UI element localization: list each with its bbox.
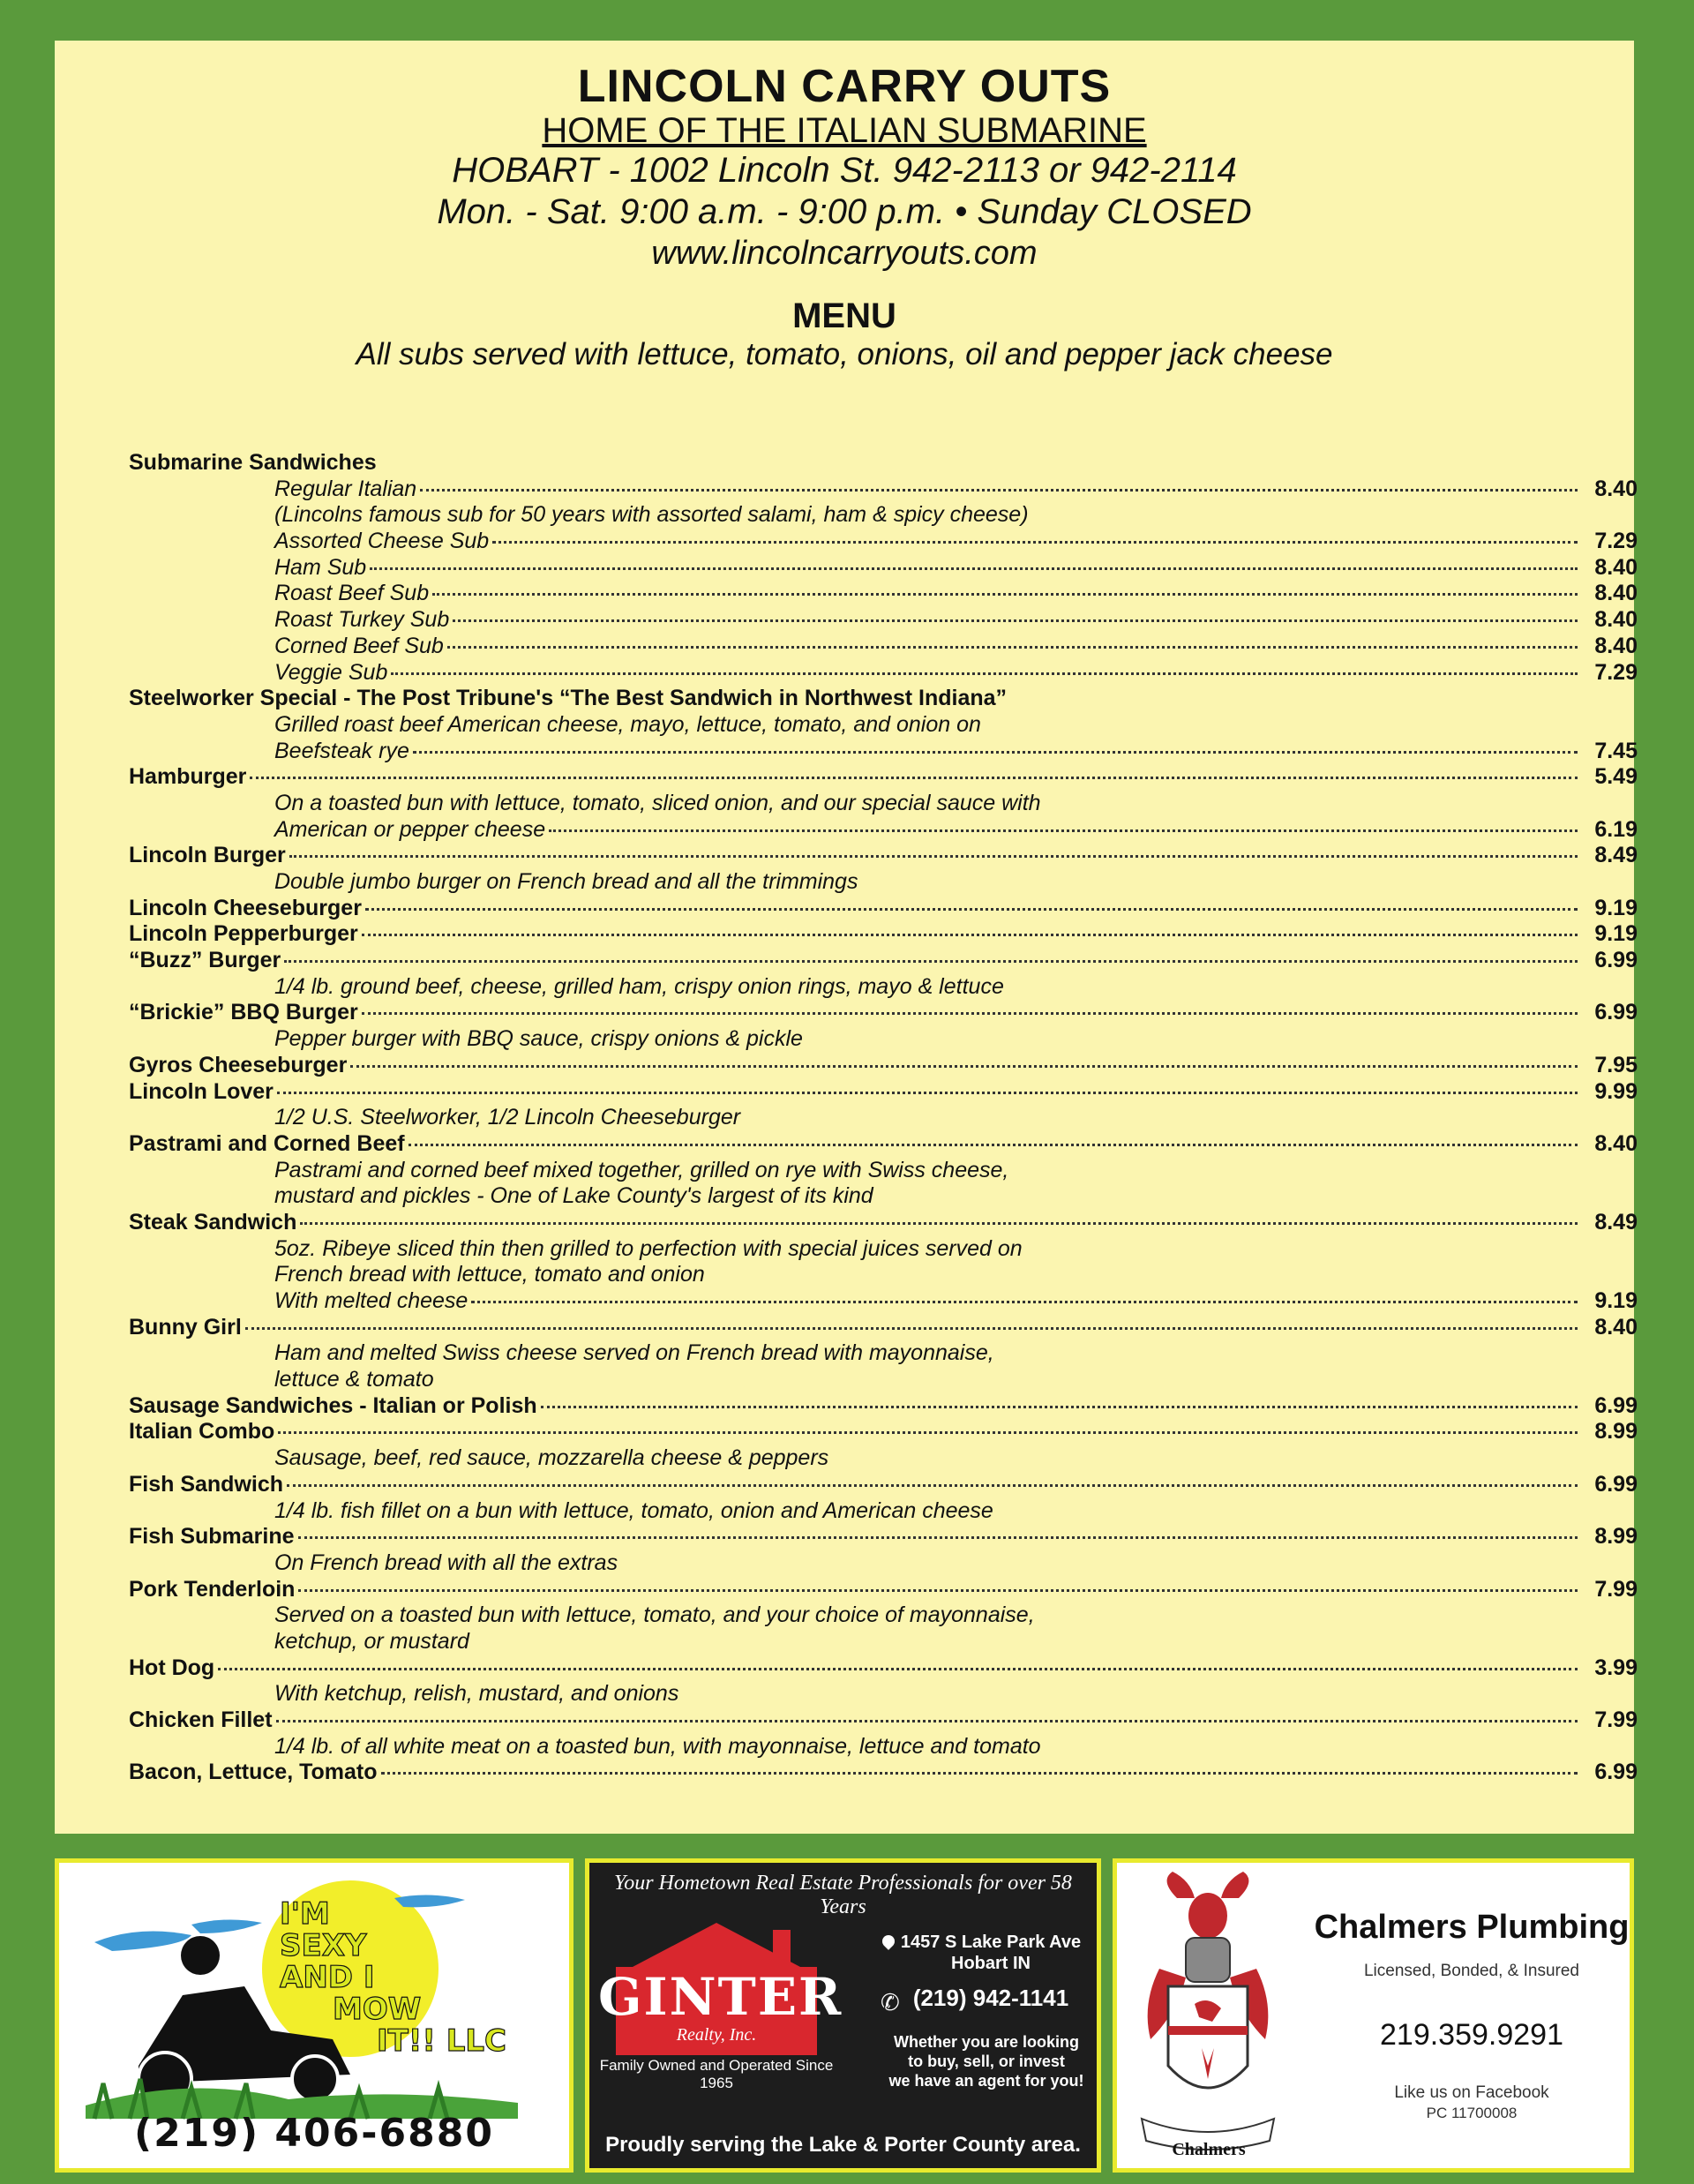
menu-item-name: Veggie Sub	[274, 659, 388, 685]
menu-item-price: 8.40	[1594, 633, 1638, 658]
menu-item-name: Steak Sandwich	[129, 1209, 297, 1235]
menu-item	[129, 1472, 1638, 1498]
menu-item-description	[129, 1498, 1638, 1525]
menu-item-description	[129, 1026, 1638, 1053]
menu-item-name: On a toasted bun with lettuce, tomato, sliced onion, and our special sauce with	[274, 790, 1041, 815]
menu-item-name: Lincoln Burger	[129, 843, 286, 868]
menu-item-name: Roast Beef Sub	[274, 581, 430, 606]
menu-item	[129, 1000, 1638, 1026]
menu-item-description	[129, 1262, 1638, 1288]
mow-line-5: IT!! LLC	[377, 2023, 506, 2059]
menu-item-name: mustard and pickles - One of Lake County's largest of its kind	[274, 1183, 873, 1209]
dot-leader	[362, 934, 1578, 936]
menu-item-description	[129, 791, 1638, 817]
menu-panel	[55, 41, 1638, 1834]
menu-item-description	[129, 1629, 1638, 1655]
menu-item-name: Grilled roast beef American cheese, mayo, lettuce, tomato, and onion on	[274, 711, 981, 737]
menu-item	[129, 948, 1638, 974]
menu-item-name: ketchup, or mustard	[274, 1628, 469, 1654]
mow-line-4: MOW	[333, 1992, 422, 2027]
dot-leader	[432, 593, 1578, 596]
menu-item-name: Ham and melted Swiss cheese served on French bread with mayonnaise,	[274, 1340, 994, 1366]
menu-item	[129, 1655, 1638, 1682]
menu-item-price: 9.19	[1594, 921, 1638, 947]
menu-item	[129, 450, 1638, 477]
menu-item-name: Corned Beef Sub	[274, 633, 444, 658]
menu-item	[129, 921, 1638, 948]
menu-item-description	[129, 1734, 1638, 1760]
menu-item-price: 7.95	[1594, 1052, 1638, 1077]
menu-item-name: Sausage, beef, red sauce, mozzarella cheese & peppers	[274, 1445, 829, 1471]
restaurant-name: LINCOLN CARRY OUTS	[577, 61, 1112, 112]
menu-item-price: 8.40	[1594, 607, 1638, 633]
dot-leader	[471, 1301, 1578, 1303]
menu-item	[129, 1524, 1638, 1550]
chalmers-licensed: Licensed, Bonded, & Insured	[1363, 1962, 1579, 1980]
menu-item-name: Fish Submarine	[129, 1524, 295, 1550]
menu-item-price: 9.19	[1594, 895, 1638, 920]
menu-item-name: Pastrami and Corned Beef	[129, 1130, 405, 1156]
ginter-tagline: Your Hometown Real Estate Professionals for over 58 Years	[614, 1872, 1072, 1918]
menu-item-description	[129, 502, 1638, 529]
menu-item-price: 3.99	[1594, 1655, 1638, 1680]
mow-phone: (219) 406-6880	[134, 2111, 494, 2156]
menu-item	[129, 1131, 1638, 1158]
menu-item-name: Served on a toasted bun with lettuce, tomato, and your choice of mayonnaise,	[274, 1602, 1035, 1628]
menu-item-price: 7.29	[1594, 659, 1638, 685]
menu-item-price: 7.99	[1594, 1707, 1638, 1732]
menu-item	[129, 1053, 1638, 1079]
menu-item-price: 6.99	[1594, 948, 1638, 973]
menu-item	[129, 817, 1638, 844]
ginter-name: GINTER	[598, 1967, 843, 2027]
menu-item-name: Lincoln Lover	[129, 1078, 274, 1104]
dot-leader	[284, 960, 1578, 963]
menu-item-name: Lincoln Pepperburger	[129, 921, 358, 947]
ginter-phone: (219) 942-1141	[912, 1985, 1069, 2011]
ginter-family: Family Owned and Operated Since 1965	[599, 2057, 834, 2091]
menu-item-name: American or pepper cheese	[274, 816, 546, 842]
menu-item-price: 8.40	[1594, 581, 1638, 606]
menu-item	[129, 1315, 1638, 1341]
dot-leader	[287, 1484, 1578, 1487]
menu-item-name: Fish Sandwich	[129, 1471, 284, 1497]
menu-item	[129, 581, 1638, 607]
menu-item-description	[129, 1681, 1638, 1707]
mow-ad	[55, 1858, 573, 2173]
dot-leader	[453, 619, 1578, 622]
menu-item-name: lettuce & tomato	[274, 1367, 434, 1392]
chalmers-name: Chalmers Plumbing	[1314, 1909, 1630, 1946]
menu-item-name: French bread with lettuce, tomato and onion	[274, 1262, 705, 1287]
menu-item	[129, 477, 1638, 503]
menu-item-name: “Buzz” Burger	[129, 948, 281, 973]
menu-item-description	[129, 712, 1638, 739]
menu-item-name: 5oz. Ribeye sliced thin then grilled to perfection with special juices served on	[274, 1235, 1023, 1261]
dot-leader	[277, 1092, 1578, 1094]
menu-item-price: 7.29	[1594, 529, 1638, 554]
menu-item-name: 1/4 lb. of all white meat on a toasted bun, with mayonnaise, lettuce and tomato	[274, 1733, 1041, 1759]
menu-item-name: Lincoln Cheeseburger	[129, 895, 362, 920]
menu-item-price: 9.19	[1594, 1288, 1638, 1313]
menu-item-name: Pork Tenderloin	[129, 1576, 296, 1602]
menu-item-description	[129, 1158, 1638, 1184]
menu-item-name: Steelworker Special - The Post Tribune's “The Best Sandwich in Northwest Indiana”	[129, 686, 1008, 711]
menu-item-name: Hot Dog	[129, 1655, 215, 1680]
ginter-ad	[585, 1858, 1101, 2173]
mow-line-2: SEXY	[280, 1928, 367, 1963]
menu-item-name: Sausage Sandwiches - Italian or Polish	[129, 1392, 537, 1418]
menu-item-price: 7.99	[1594, 1576, 1638, 1602]
menu-item-name: Ham Sub	[274, 554, 367, 580]
mow-slogan	[280, 1898, 509, 2057]
menu-note: All subs served with lettuce, tomato, onions, oil and pepper jack cheese	[356, 337, 1333, 372]
dot-leader	[420, 489, 1578, 492]
menu-item-description	[129, 1367, 1638, 1393]
menu-item	[129, 1577, 1638, 1603]
restaurant-address: HOBART - 1002 Lincoln St. 942-2113 or 942-2114	[452, 151, 1237, 190]
menu-items-list	[129, 450, 1638, 1786]
ginter-pitch	[872, 2032, 1101, 2090]
dot-leader	[370, 567, 1578, 570]
menu-item-price: 6.99	[1594, 1760, 1638, 1785]
menu-item-name: (Lincolns famous sub for 50 years with assorted salami, ham & spicy cheese)	[274, 502, 1029, 528]
menu-item	[129, 686, 1638, 712]
menu-item-price: 5.49	[1594, 764, 1638, 790]
mow-line-3: AND I	[280, 1960, 375, 1995]
menu-item-name: With melted cheese	[274, 1288, 468, 1313]
menu-item-price: 6.99	[1594, 1392, 1638, 1418]
crest-label: Chalmers	[1172, 2140, 1246, 2159]
menu-item-name: 1/2 U.S. Steelworker, 1/2 Lincoln Cheeseburger	[274, 1105, 741, 1130]
dot-leader	[362, 1012, 1578, 1015]
ginter-address-line-1: 1457 S Lake Park Ave	[900, 1933, 1082, 1952]
menu-item	[129, 764, 1638, 791]
menu-item-name: “Brickie” BBQ Burger	[129, 1000, 358, 1025]
dot-leader	[541, 1406, 1578, 1408]
menu-item-description	[129, 1183, 1638, 1210]
menu-item-name: Beefsteak rye	[274, 738, 409, 763]
menu-item-name: Pepper burger with BBQ sauce, crispy onions & pickle	[274, 1026, 803, 1052]
menu-item	[129, 739, 1638, 765]
ginter-address	[889, 1932, 1092, 1974]
menu-item-description	[129, 1340, 1638, 1367]
menu-item	[129, 529, 1638, 555]
menu-item	[129, 634, 1638, 660]
dot-leader	[289, 855, 1578, 858]
phone-icon: ✆	[881, 1989, 900, 2015]
menu-item-description	[129, 1550, 1638, 1577]
dot-leader	[298, 1589, 1578, 1592]
menu-item	[129, 1210, 1638, 1236]
restaurant-tagline: HOME OF THE ITALIAN SUBMARINE	[542, 111, 1147, 150]
ginter-service-area: Proudly serving the Lake & Porter County area.	[605, 2133, 1081, 2157]
menu-item-description	[129, 1105, 1638, 1131]
dot-leader	[492, 541, 1578, 544]
menu-item	[129, 843, 1638, 869]
menu-item-price: 6.99	[1594, 1000, 1638, 1025]
menu-item-name: On French bread with all the extras	[274, 1550, 618, 1575]
menu-item	[129, 1288, 1638, 1315]
restaurant-hours: Mon. - Sat. 9:00 a.m. - 9:00 p.m. • Sunday CLOSED	[437, 192, 1252, 231]
menu-item-name: Chicken Fillet	[129, 1707, 273, 1732]
restaurant-website: www.lincolncarryouts.com	[651, 235, 1038, 272]
menu-item	[129, 896, 1638, 922]
menu-item-name: Submarine Sandwiches	[129, 450, 377, 475]
menu-item-name: Roast Turkey Sub	[274, 607, 450, 633]
menu-item-price: 6.99	[1594, 1471, 1638, 1497]
menu-item-price: 8.49	[1594, 843, 1638, 868]
menu-item-name: Assorted Cheese Sub	[274, 529, 490, 554]
menu-item-price: 8.49	[1594, 1209, 1638, 1235]
menu-item-name: Bacon, Lettuce, Tomato	[129, 1760, 378, 1785]
menu-item-description	[129, 869, 1638, 896]
menu-item-name: Italian Combo	[129, 1419, 275, 1445]
mow-line-1: I'M	[280, 1896, 330, 1932]
menu-item	[129, 660, 1638, 687]
menu-item-description	[129, 1602, 1638, 1629]
ginter-pitch-line-1: Whether you are looking	[893, 2033, 1080, 2051]
menu-item-price: 8.40	[1594, 476, 1638, 501]
menu-item-name: Double jumbo burger on French bread and all the trimmings	[274, 869, 858, 894]
dot-leader	[245, 1327, 1578, 1330]
ads-row	[55, 1858, 1634, 2173]
ginter-pitch-line-3: we have an agent for you!	[888, 2072, 1084, 2090]
dot-leader	[447, 646, 1578, 649]
dot-leader	[298, 1536, 1578, 1539]
menu-item-name: Regular Italian	[274, 476, 417, 501]
menu-item-price: 8.99	[1594, 1419, 1638, 1445]
dot-leader	[300, 1222, 1578, 1225]
dot-leader	[549, 829, 1578, 832]
menu-item	[129, 1707, 1638, 1734]
menu-item-description	[129, 1236, 1638, 1263]
dot-leader	[250, 777, 1578, 779]
dot-leader	[381, 1772, 1578, 1775]
dot-leader	[391, 672, 1578, 675]
menu-item	[129, 1393, 1638, 1420]
ginter-pitch-line-2: to buy, sell, or invest	[908, 2053, 1065, 2070]
coat-of-arms-icon	[1124, 1863, 1309, 2168]
ginter-address-line-2: Hobart IN	[951, 1954, 1031, 1973]
dot-leader	[218, 1668, 1578, 1670]
menu-item-name: Pastrami and corned beef mixed together, grilled on rye with Swiss cheese,	[274, 1157, 1009, 1182]
dot-leader	[365, 908, 1578, 911]
menu-item-description	[129, 1445, 1638, 1472]
dot-leader	[409, 1144, 1578, 1146]
menu-item-name: Gyros Cheeseburger	[129, 1052, 348, 1077]
menu-item-description	[129, 974, 1638, 1001]
chalmers-license-number: PC 11700008	[1426, 2105, 1518, 2121]
menu-item-name: 1/4 lb. fish fillet on a bun with lettuce, tomato, onion and American cheese	[274, 1497, 993, 1523]
menu-item-price: 9.99	[1594, 1078, 1638, 1104]
menu-item-price: 8.40	[1594, 1314, 1638, 1340]
menu-item	[129, 607, 1638, 634]
dot-leader	[413, 751, 1578, 754]
ginter-realty: Realty, Inc.	[676, 2025, 757, 2045]
menu-item-price: 8.99	[1594, 1524, 1638, 1550]
menu-item-name: With ketchup, relish, mustard, and onions	[274, 1681, 679, 1707]
chalmers-ad	[1113, 1858, 1634, 2173]
dot-leader	[276, 1720, 1578, 1722]
menu-item	[129, 1079, 1638, 1106]
menu-item-name: Bunny Girl	[129, 1314, 242, 1340]
chalmers-phone: 219.359.9291	[1380, 2018, 1563, 2052]
menu-item	[129, 1760, 1638, 1786]
menu-heading: MENU	[792, 296, 896, 335]
dot-leader	[278, 1431, 1578, 1434]
menu-item-name: Hamburger	[129, 764, 247, 790]
menu-item-price: 8.40	[1594, 554, 1638, 580]
menu-item-name: 1/4 lb. ground beef, cheese, grilled ham, crispy onion rings, mayo & lettuce	[274, 973, 1004, 999]
menu-item-price: 6.19	[1594, 816, 1638, 842]
menu-item-price: 7.45	[1594, 738, 1638, 763]
menu-item-price: 8.40	[1594, 1130, 1638, 1156]
chalmers-facebook: Like us on Facebook	[1394, 2083, 1549, 2102]
menu-item	[129, 555, 1638, 582]
menu-item	[129, 1419, 1638, 1445]
dot-leader	[350, 1065, 1578, 1068]
